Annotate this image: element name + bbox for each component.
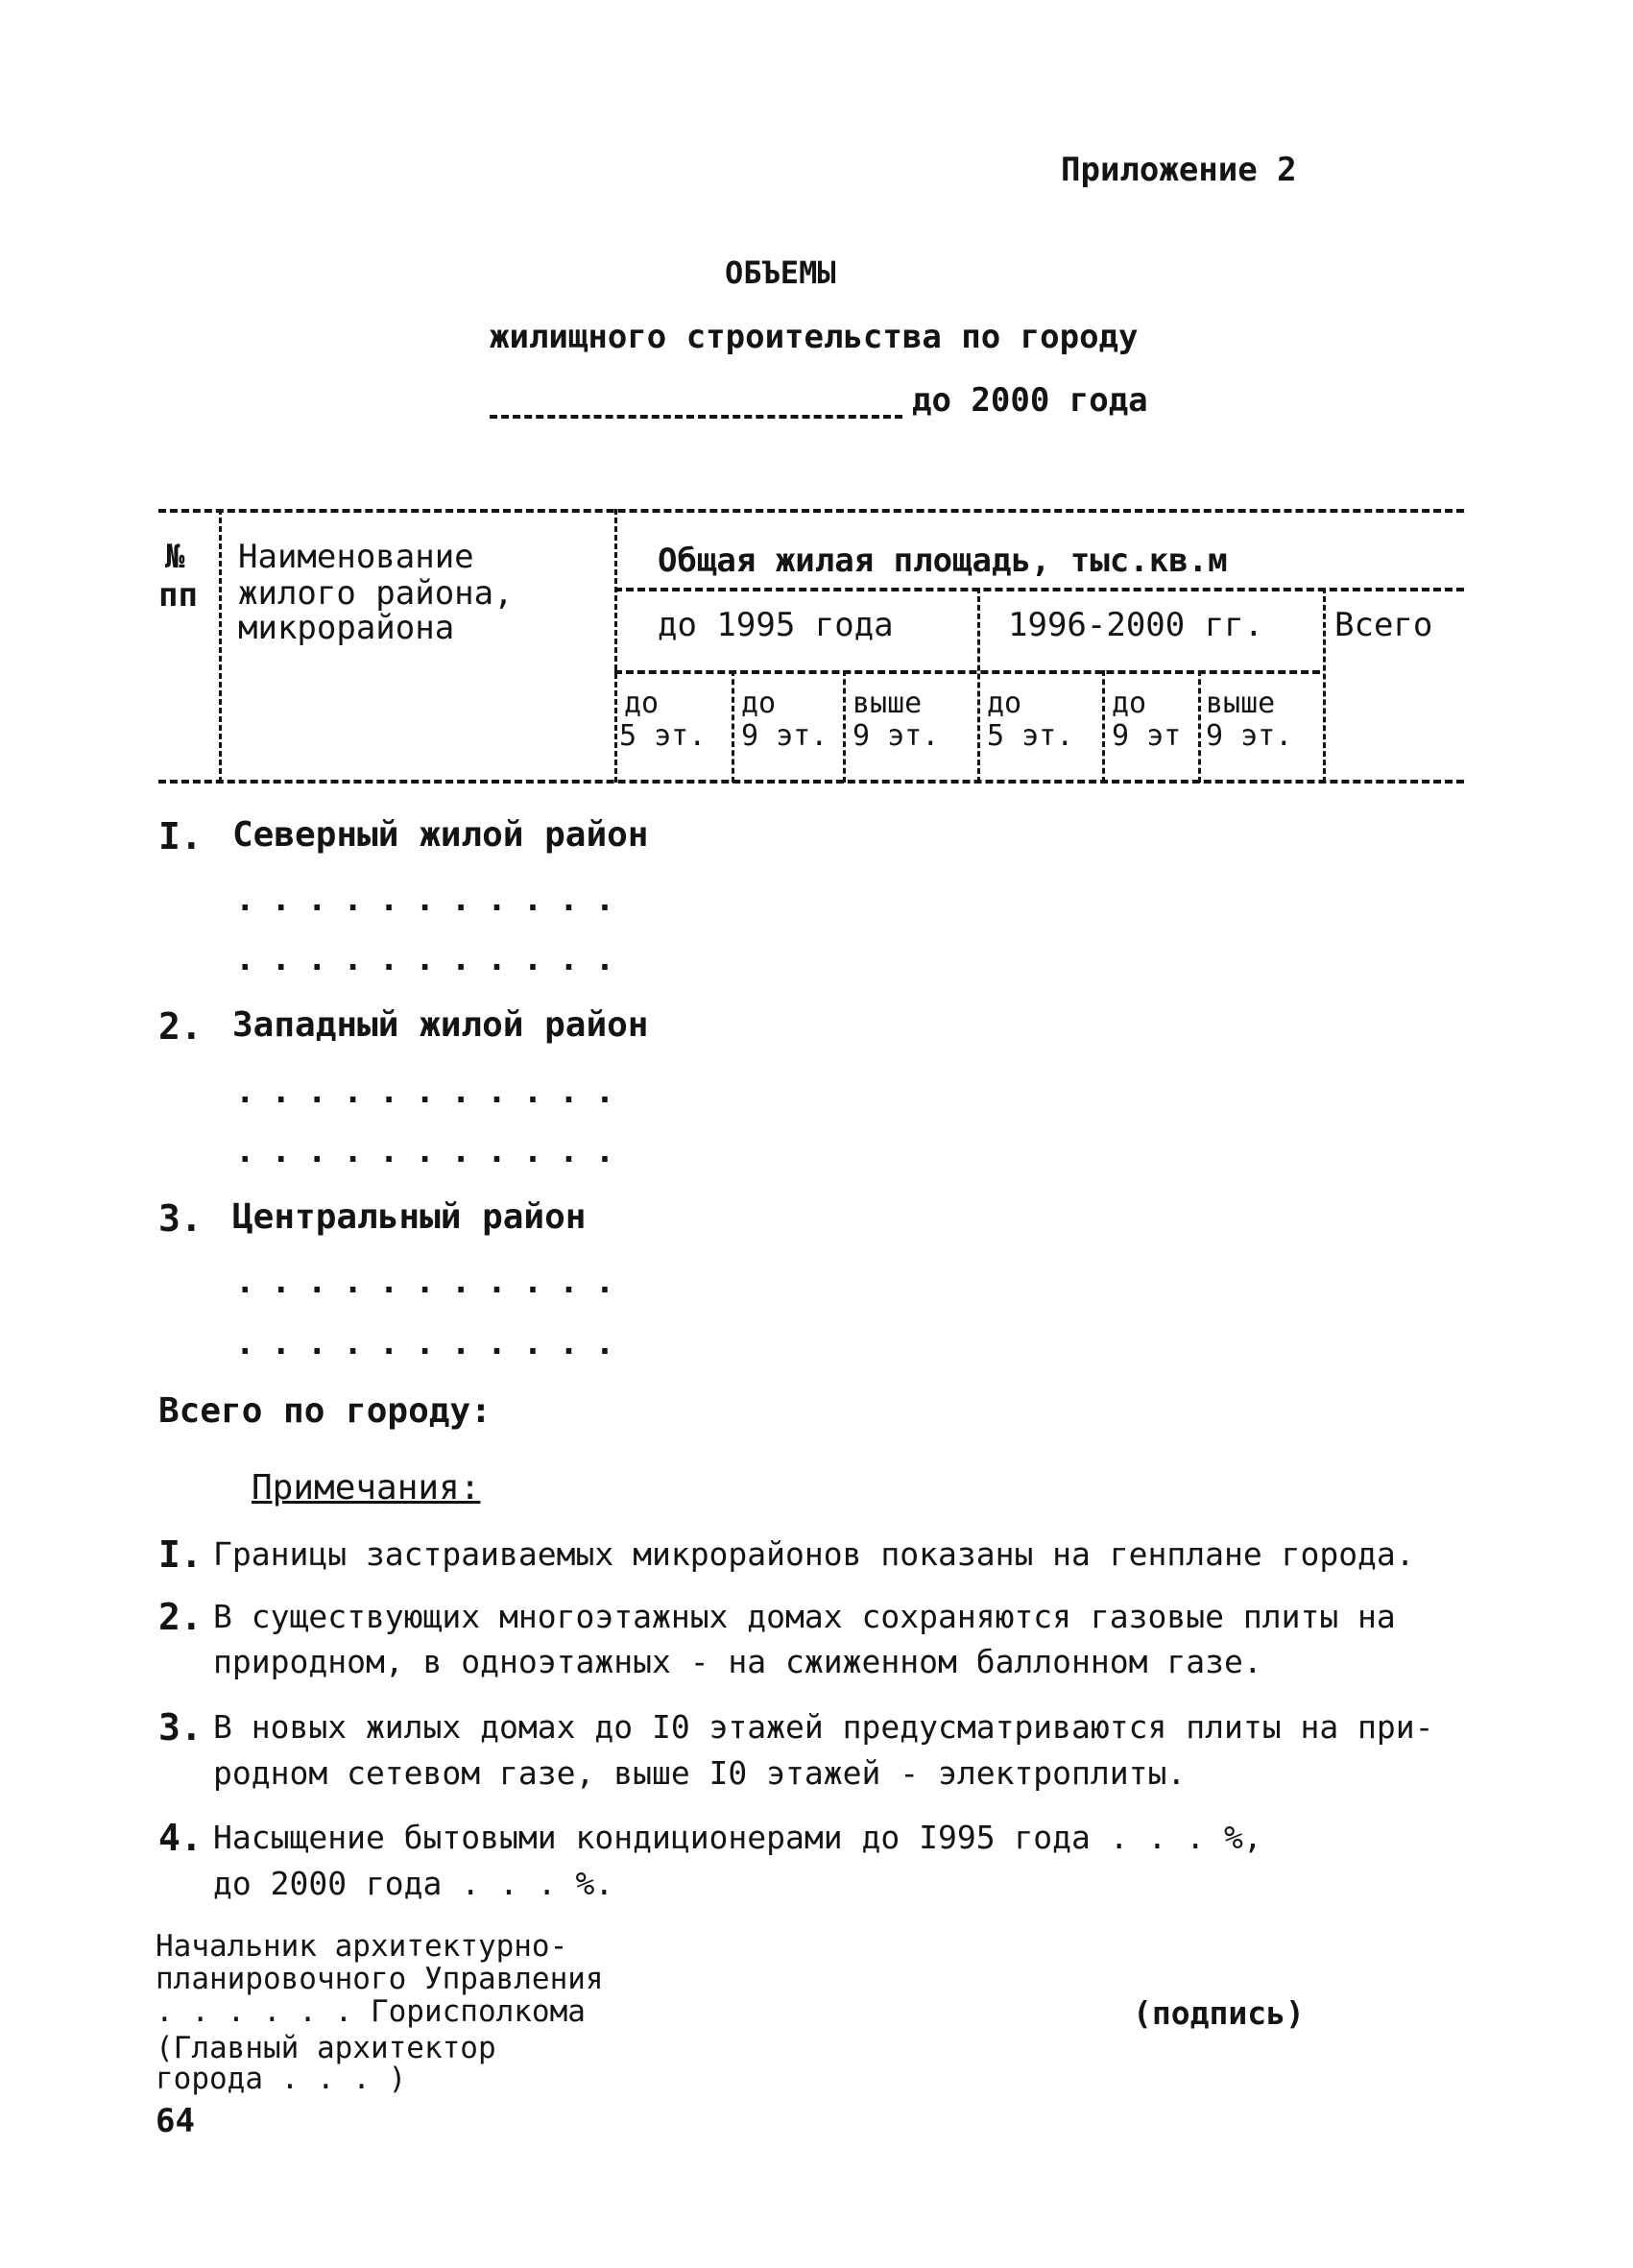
row-1-name: Северный жилой район <box>232 815 649 855</box>
document-title: ОБЪЕМЫ <box>725 254 836 291</box>
signature-label: (подпись) <box>1133 1994 1305 2032</box>
signature-line-1: Начальник архитектурно- <box>156 1929 568 1964</box>
note-1-num: I. <box>158 1533 203 1576</box>
col-divider-s1 <box>732 670 734 783</box>
document-subtitle: жилищного строительства по городу <box>490 318 1139 356</box>
note-3-line-2: родном сетевом газе, выше I0 этажей - электроплиты. <box>213 1754 1187 1792</box>
row-3-dots-a: ........... <box>235 1263 632 1301</box>
signature-line-4: (Главный архитектор <box>156 2031 496 2065</box>
note-2-num: 2. <box>158 1596 203 1638</box>
col-divider-s4 <box>1102 670 1105 783</box>
signature-line-5: города . . . ) <box>156 2062 407 2096</box>
note-3-num: 3. <box>158 1706 203 1749</box>
sub-4-a: до <box>987 687 1022 720</box>
sub-1-b: 5 эт. <box>619 719 707 753</box>
col-name-3: микрорайона <box>238 609 455 647</box>
sub-6-a: выше <box>1206 687 1276 720</box>
table-top-rule <box>158 509 1464 513</box>
row-1-dots-a: ........... <box>235 881 632 919</box>
signature-line-3: . . . . . . Горисполкома <box>156 1994 586 2029</box>
col-divider-s5 <box>1198 670 1201 783</box>
col-divider-period <box>977 588 980 783</box>
col-num-2: пп <box>158 576 198 615</box>
sub-5-b: 9 эт <box>1112 719 1182 753</box>
total-col: Всего <box>1334 606 1433 644</box>
sub-6-b: 9 эт. <box>1206 719 1293 753</box>
note-4-num: 4. <box>158 1817 203 1859</box>
row-2-dots-a: ........... <box>235 1073 632 1111</box>
col-num-1: № <box>165 538 185 576</box>
col-name-2: жилого района, <box>238 574 514 613</box>
table-header-bottom-rule <box>158 780 1464 784</box>
until-year: до 2000 года <box>912 381 1148 420</box>
row-3-name: Центральный район <box>232 1197 587 1237</box>
row-2-dots-b: ........... <box>235 1132 632 1170</box>
col-divider-s2 <box>843 670 846 783</box>
col-divider-2 <box>614 509 617 783</box>
page-number: 64 <box>156 2102 195 2140</box>
row-2-num: 2. <box>158 1005 203 1048</box>
col-divider-total <box>1323 588 1326 783</box>
sub-3-a: выше <box>853 687 923 720</box>
signature-line-2: планировочного Управления <box>156 1962 604 1996</box>
note-4-line-2: до 2000 года . . . %. <box>213 1865 614 1902</box>
period-2: 1996-2000 гг. <box>1008 606 1264 644</box>
period-1: до 1995 года <box>658 606 894 644</box>
col-name-1: Наименование <box>238 538 474 576</box>
note-4-line-1: Насыщение бытовыми кондиционерами до I995 года . . . %, <box>213 1819 1262 1856</box>
city-total: Всего по городу: <box>158 1391 492 1431</box>
note-2-line-1: В существующих многоэтажных домах сохраняются газовые плиты на <box>213 1598 1396 1635</box>
sub-2-a: до <box>741 687 777 720</box>
group-title: Общая жилая площадь, тыс.кв.м <box>658 542 1228 580</box>
sub-rule <box>614 670 1320 674</box>
note-2-line-2: природном, в одноэтажных - на сжиженном баллонном газе. <box>213 1643 1262 1680</box>
row-1-dots-b: ........... <box>235 940 632 978</box>
row-1-num: I. <box>158 815 203 857</box>
sub-4-b: 5 эт. <box>987 719 1074 753</box>
notes-heading: Примечания: <box>252 1468 481 1508</box>
note-1-line-1: Границы застраиваемых микрорайонов показаны на генплане города. <box>213 1535 1415 1573</box>
row-3-num: 3. <box>158 1197 203 1240</box>
appendix-label: Приложение 2 <box>1061 151 1297 189</box>
row-2-name: Западный жилой район <box>232 1005 649 1045</box>
sub-2-b: 9 эт. <box>741 719 829 753</box>
col-divider-1 <box>219 509 222 783</box>
sub-3-b: 9 эт. <box>853 719 940 753</box>
row-3-dots-b: ........... <box>235 1324 632 1363</box>
sub-5-a: до <box>1112 687 1147 720</box>
note-3-line-1: В новых жилых домах до I0 этажей предусматриваются плиты на при- <box>213 1708 1434 1746</box>
sub-1-a: до <box>624 687 660 720</box>
city-blank-line <box>490 415 902 419</box>
group-rule <box>614 588 1464 591</box>
